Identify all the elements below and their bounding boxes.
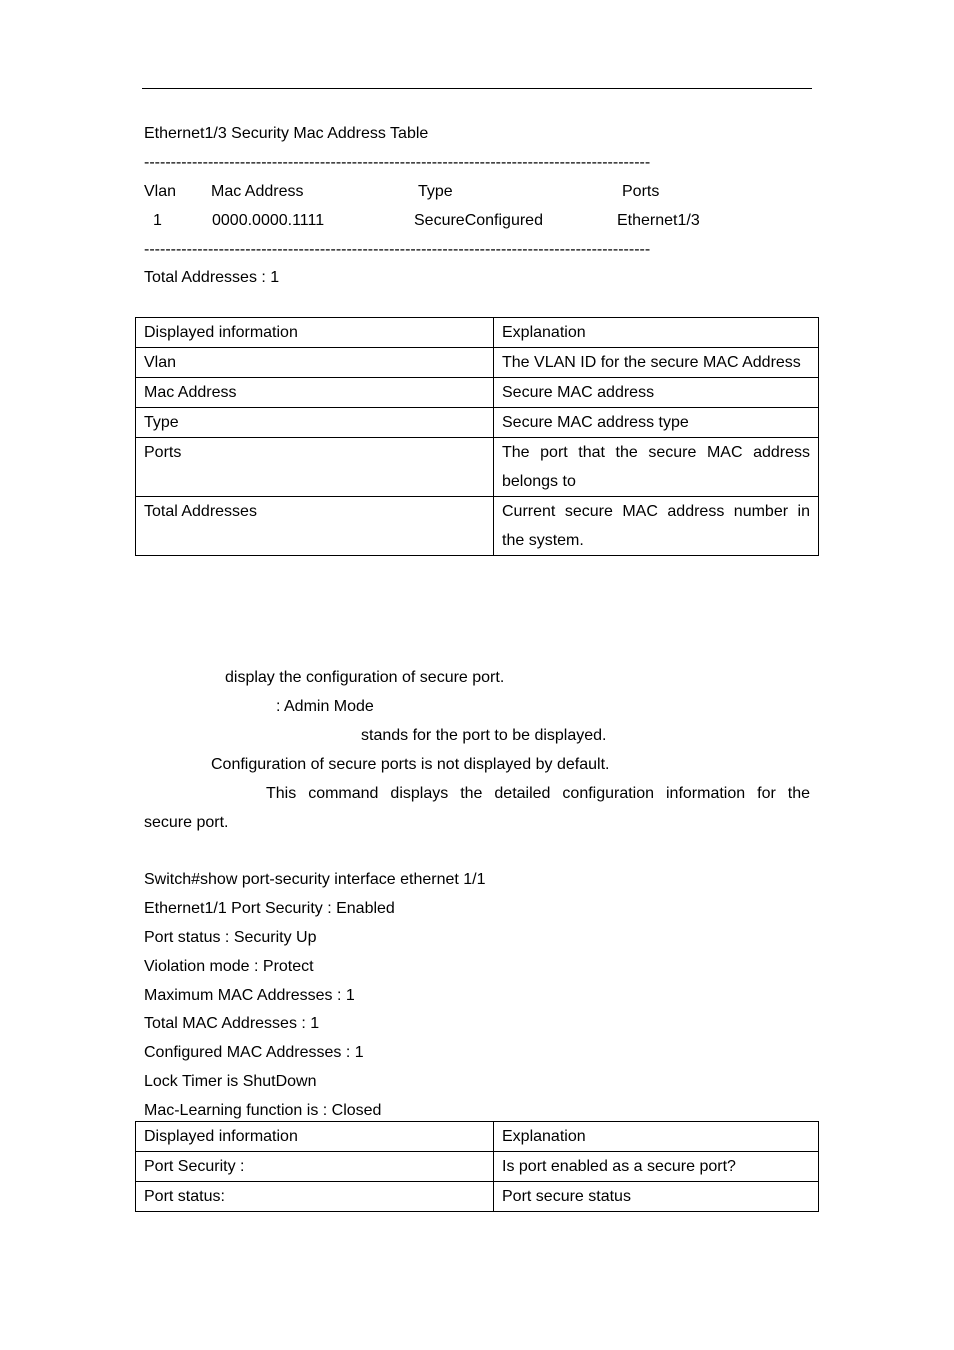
example-line: Violation mode : Protect — [144, 958, 314, 975]
table-cell: The VLAN ID for the secure MAC Address — [494, 348, 819, 378]
table-row — [136, 1152, 819, 1182]
explanation-table-2 — [135, 1121, 819, 1212]
table-cell: Ports — [136, 438, 494, 497]
table-cell: Type — [136, 408, 494, 438]
table-header-cell: Displayed information — [136, 318, 494, 348]
table-cell: Port status: — [136, 1182, 494, 1212]
mac-col-header-ports: Ports — [622, 183, 660, 200]
example-line: Maximum MAC Addresses : 1 — [144, 987, 355, 1004]
table-cell: Port secure status — [494, 1182, 819, 1212]
command-function: display the configuration of secure port. — [225, 669, 505, 686]
table-header-row — [136, 1122, 819, 1152]
table-row — [136, 497, 819, 556]
table-row — [136, 408, 819, 438]
mac-cell-ports: Ethernet1/3 — [617, 212, 700, 229]
table-header-cell: Displayed information — [136, 1122, 494, 1152]
command-mode: : Admin Mode — [276, 698, 374, 715]
dash-separator-bottom: ----------------------------------------------------------------------------------------------- — [144, 241, 651, 258]
table-cell: Secure MAC address type — [494, 408, 819, 438]
example-line: Configured MAC Addresses : 1 — [144, 1044, 364, 1061]
dash-separator-top: ----------------------------------------------------------------------------------------------- — [144, 154, 651, 171]
table-row — [136, 1182, 819, 1212]
table-cell: Current secure MAC address number in the system. — [494, 497, 819, 556]
header-rule — [142, 88, 812, 89]
table-cell: Port Security : — [136, 1152, 494, 1182]
table-header-row — [136, 318, 819, 348]
example-line: Mac-Learning function is : Closed — [144, 1102, 382, 1119]
table-cell: Total Addresses — [136, 497, 494, 556]
table-title: Ethernet1/3 Security Mac Address Table — [144, 125, 429, 142]
explanation-table-1 — [135, 317, 819, 556]
table-header-cell: Explanation — [494, 1122, 819, 1152]
usage-guide-line-2: secure port. — [144, 814, 229, 831]
mac-col-header-vlan: Vlan — [144, 183, 177, 200]
mac-cell-vlan: 1 — [153, 212, 162, 229]
command-parameter: stands for the port to be displayed. — [361, 727, 607, 744]
table-cell: Is port enabled as a secure port? — [494, 1152, 819, 1182]
example-line: Ethernet1/1 Port Security : Enabled — [144, 900, 395, 917]
total-addresses-line: Total Addresses : 1 — [144, 269, 280, 286]
example-line: Port status : Security Up — [144, 929, 317, 946]
table-cell: The port that the secure MAC address belongs to — [494, 438, 819, 497]
mac-cell-mac: 0000.0000.1111 — [212, 212, 325, 229]
usage-guide-line-1: This command displays the detailed configuration information for the — [266, 785, 810, 802]
table-row — [136, 438, 819, 497]
mac-col-header-type: Type — [418, 183, 453, 200]
table-cell: Secure MAC address — [494, 378, 819, 408]
table-row — [136, 378, 819, 408]
table-cell: Vlan — [136, 348, 494, 378]
command-default: Configuration of secure ports is not displayed by default. — [211, 756, 610, 773]
example-line: Total MAC Addresses : 1 — [144, 1015, 320, 1032]
example-line: Switch#show port-security interface ethernet 1/1 — [144, 871, 486, 888]
example-line: Lock Timer is ShutDown — [144, 1073, 317, 1090]
mac-cell-type: SecureConfigured — [414, 212, 543, 229]
mac-col-header-mac: Mac Address — [211, 183, 304, 200]
table-row — [136, 348, 819, 378]
table-header-cell: Explanation — [494, 318, 819, 348]
table-cell: Mac Address — [136, 378, 494, 408]
